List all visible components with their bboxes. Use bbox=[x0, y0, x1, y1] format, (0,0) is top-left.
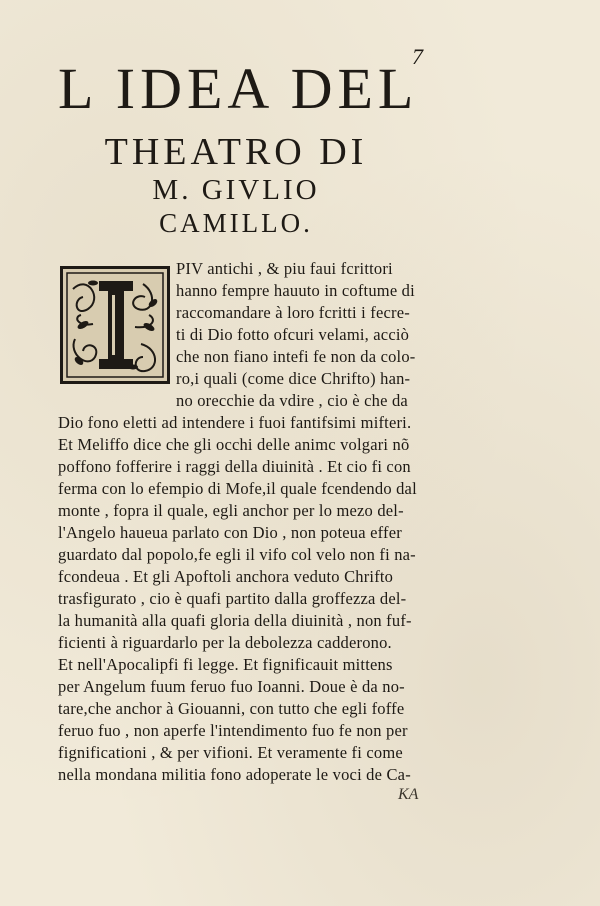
text-line: che non fiano intefi fe non da colo- bbox=[176, 347, 416, 366]
text-line: ro,i quali (come dice Chrifto) han- bbox=[176, 369, 411, 388]
ornamental-initial-icon bbox=[60, 266, 170, 384]
text-line: ferma con lo efempio di Mofe,il quale fcendendo dal bbox=[58, 479, 417, 498]
text-line: ti di Dio fotto ofcuri velami, acciò bbox=[176, 325, 410, 344]
text-line: Dio fono eletti ad intendere i fuoi fantifsimi mifteri. bbox=[58, 413, 412, 432]
text-line: PIV antichi , & piu faui fcrittori bbox=[176, 259, 393, 278]
text-line: guardato dal popolo,fe egli il vifo col velo non fi na- bbox=[58, 545, 416, 564]
title-line-1: L IDEA DEL bbox=[58, 56, 419, 121]
title-line-2: THEATRO DI bbox=[104, 131, 368, 173]
text-line: l'Angelo haueua parlato con Dio , non poteua effer bbox=[58, 523, 402, 542]
text-line: per Angelum fuum feruo fuo Ioanni. Doue è da no- bbox=[58, 677, 405, 696]
text-line: raccomandare à loro fcritti i fecre- bbox=[176, 303, 410, 322]
catchword: KA bbox=[398, 786, 419, 803]
text-line: Et Meliffo dice che gli occhi delle animc volgari nõ bbox=[58, 435, 410, 454]
text-line: ficienti à riguardarlo per la debolezza cadderono. bbox=[58, 633, 392, 652]
text-line: hanno fempre hauuto in coftume di bbox=[176, 281, 415, 300]
page-number: 7 bbox=[412, 44, 423, 69]
text-line: monte , fopra il quale, egli anchor per lo mezo del- bbox=[58, 501, 404, 520]
text-line: feruo fuo , non aperfe l'intendimento fuo fe non per bbox=[58, 721, 408, 740]
text-line: no orecchie da vdire , cio è che da bbox=[176, 391, 408, 410]
title-line-3: M. GIVLIO bbox=[152, 174, 320, 206]
text-line: trasfigurato , cio è quafi partito dalla groffezza del- bbox=[58, 589, 407, 608]
text-line: fignificationi , & per vifioni. Et veramente fi come bbox=[58, 743, 403, 762]
text-line: Et nell'Apocalipfi fi legge. Et fignificauit mittens bbox=[58, 655, 393, 674]
text-line: la humanità alla quafi gloria della diuinità , non fuf- bbox=[58, 611, 412, 630]
text-line: poffono fofferire i raggi della diuinità . Et cio fi con bbox=[58, 457, 411, 476]
text-line: fcondeua . Et gli Apoftoli anchora veduto Chrifto bbox=[58, 567, 394, 586]
title-line-4: CAMILLO. bbox=[159, 208, 313, 238]
text-line: tare,che anchor à Giouanni, con tutto che egli foffe bbox=[58, 699, 405, 718]
text-line: nella mondana militia fono adoperate le voci de Ca- bbox=[58, 765, 411, 784]
